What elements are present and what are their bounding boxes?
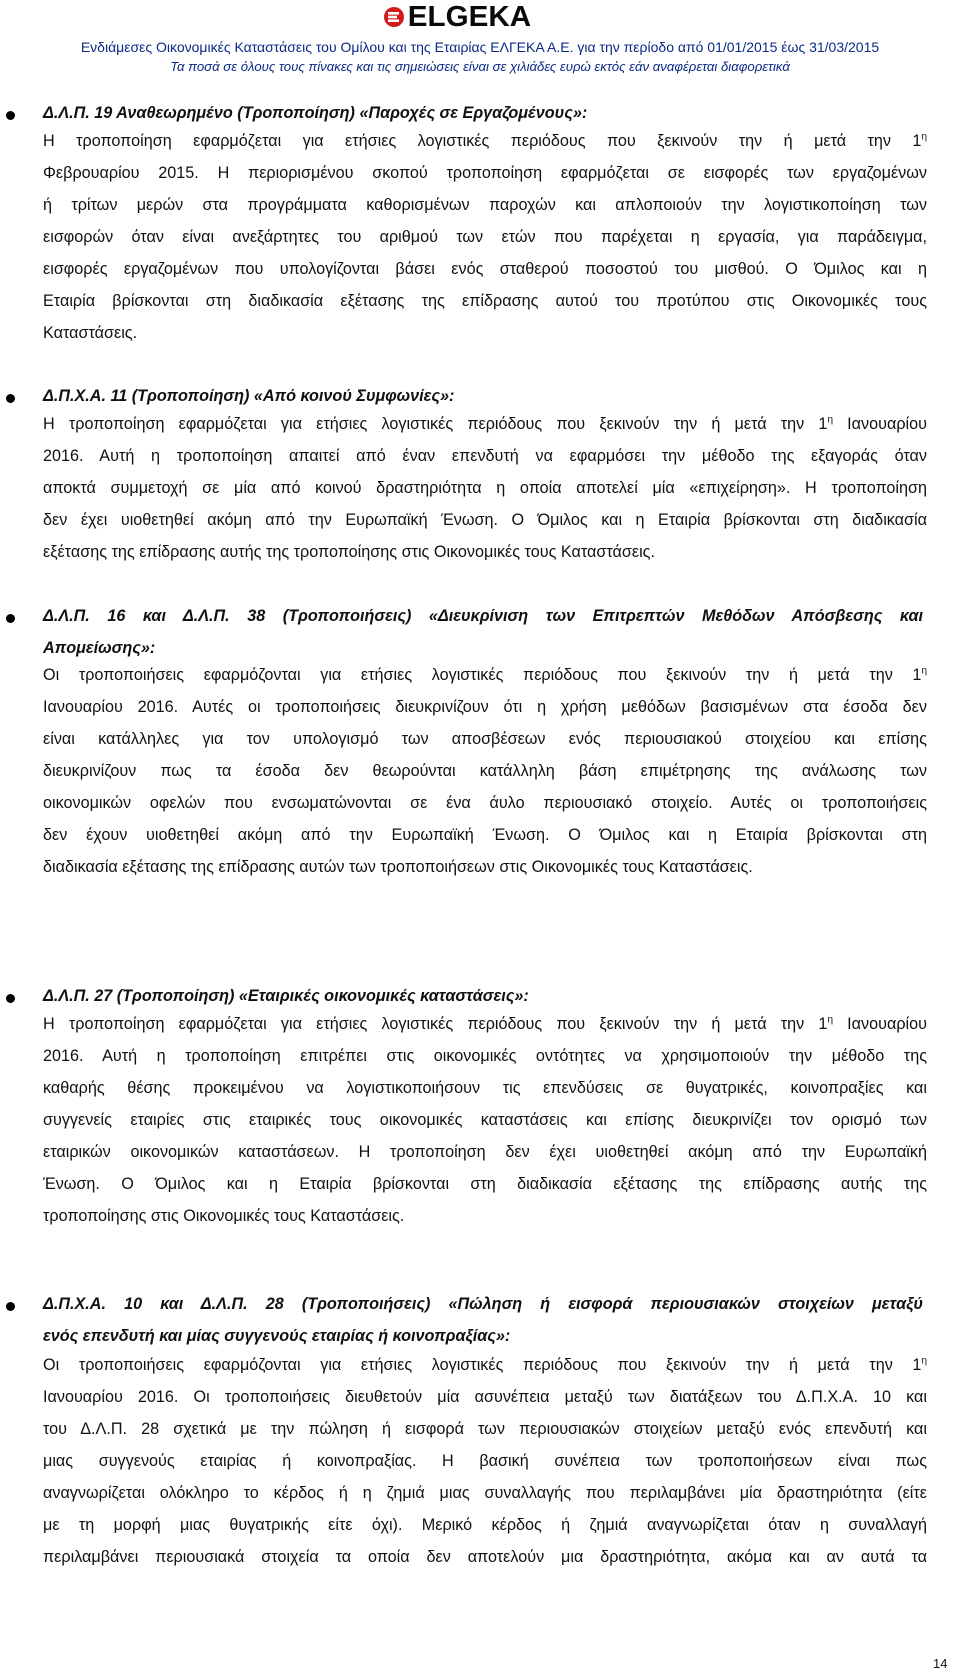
section-paragraph (43, 125, 927, 349)
bullet-icon (6, 1302, 15, 1311)
paragraph-line: Η τροποποίηση εφαρμόζεται για ετήσιες λογιστικές περιόδους που ξεκινούν την ή μετά την $1^\eta$ Ιανουαρίου (43, 414, 927, 433)
paragraph-line: Ιανουαρίου 2016. Αυτές οι τροποποιήσεις διευκρινίζουν ότι η χρήση μεθόδων βασισμένων στα έσοδα δεν (43, 698, 927, 716)
paragraph-line: εισφορών όταν είναι ανεξάρτητες του αριθμού των ετών που παρέχεται η εργασία, για παράδειγμα, (43, 228, 927, 246)
paragraph-line: εταιρικών οικονομικών καταστάσεων. Η τροποποίηση δεν έχει υιοθετηθεί ακόμη από την Ευρωπαϊκή (43, 1143, 927, 1161)
paragraph-line: Καταστάσεις. (43, 324, 138, 342)
paragraph-line: εισφορές εργαζομένων που υπολογίζονται βάσει ενός σταθερού ποσοστού του μισθού. Ο Όμιλος και η (43, 260, 927, 278)
paragraph-line: Ένωση. Ο Όμιλος και η Εταιρία βρίσκονται στη διαδικασία εξέτασης της επίδρασης αυτής της (43, 1175, 927, 1193)
logo-text: ELGEKA (407, 1, 532, 33)
paragraph-line: αποκτά συμμετοχή σε μία από κοινού δραστηριότητα η οποία αποτελεί μία «επιχείρηση». Η τροποποίηση (43, 479, 927, 497)
paragraph-line: με τη μορφή μιας θυγατρικής είτε όχι). Μερικό κέρδος ή ζημιά αναγνωρίζεται όταν η συναλλαγή (43, 1516, 927, 1534)
elgeka-logo-mark-icon (383, 6, 405, 28)
section-title: Δ.Π.Χ.Α. 11 (Τροποποίηση) «Από κοινού Συμφωνίες»: (43, 387, 455, 405)
paragraph-line: μιας συγγενούς εταιρίας ή κοινοπραξίας. Η βασική συνέπεια των τροποποιήσεων είναι πως (43, 1452, 927, 1470)
paragraph-line: ή τρίτων μερών στα προγράμματα καθορισμένων παροχών και απλοποιούν την λογιστικοποίηση των (43, 196, 927, 214)
paragraph-line: Η τροποποίηση εφαρμόζεται για ετήσιες λογιστικές περιόδους που ξεκινούν την ή μετά την $1^\eta$ (43, 131, 927, 150)
paragraph-line: οικονομικών οφελών που ενσωματώνονται σε ένα άυλο περιουσιακό στοιχείο. Αυτές οι τροποποιήσεις (43, 794, 927, 812)
section-title: Δ.Λ.Π. 27 (Τροποποίηση) «Εταιρικές οικονομικές καταστάσεις»: (43, 987, 529, 1005)
section-title: Δ.Λ.Π. 16 και Δ.Λ.Π. 38 (Τροποποιήσεις) «Διευκρίνιση των Επιτρεπτών Μεθόδων Απόσβεσης και Απομείωσης»: (43, 607, 923, 657)
paragraph-line: 2016. Αυτή η τροποποίηση απαιτεί από έναν επενδυτή να εφαρμόσει την μέθοδο της εξαγοράς όταν (43, 447, 927, 465)
section-paragraph (43, 1008, 927, 1232)
paragraph-line: του Δ.Λ.Π. 28 σχετικά με την πώληση ή εισφορά των περιουσιακών στοιχείων μεταξύ ενός επενδυτή και (43, 1420, 927, 1438)
paragraph-line: περιλαμβάνει περιουσιακά στοιχεία τα οποία δεν αποτελούν μια δραστηριότητα, ακόμα και αν αυτά τα (43, 1548, 927, 1566)
paragraph-line: Εταιρία βρίσκονται στη διαδικασία εξέτασης της επίδρασης αυτού του προτύπου στις Οικονομικές τους (43, 292, 927, 310)
header-title: Ενδιάμεσες Οικονομικές Καταστάσεις του Ομίλου και της Εταιρίας ΕΛΓΕΚΑ Α.Ε. για την περίοδο από 01/01/2015 έως 31/03/2015 (80, 39, 880, 55)
paragraph-line: δεν έχουν υιοθετηθεί ακόμη από την Ευρωπαϊκή Ένωση. Ο Όμιλος και η Εταιρία βρίσκονται στη (43, 826, 927, 844)
paragraph-line: διευκρινίζουν πως τα έσοδα δεν θεωρούνται κατάλληλη βάση επιμέτρησης της ανάλωσης των (43, 762, 927, 780)
paragraph-line: Ιανουαρίου 2016. Οι τροποποιήσεις διευθετούν μία ασυνέπεια μεταξύ των διατάξεων του Δ.Π.Χ.Α. 10 και (43, 1388, 927, 1406)
bullet-icon (6, 111, 15, 120)
paragraph-line: 2016. Αυτή η τροποποίηση επιτρέπει στις οικονομικές οντότητες να χρησιμοποιούν την μέθοδο της (43, 1047, 927, 1065)
paragraph-line: διαδικασία εξέτασης της επίδρασης αυτών των τροποποιήσεων στις Οικονομικές τους Καταστάσεις. (43, 858, 753, 876)
page-number: 14 (933, 1656, 948, 1671)
paragraph-line: Η τροποποίηση εφαρμόζεται για ετήσιες λογιστικές περιόδους που ξεκινούν την ή μετά την $1^\eta$ Ιανουαρίου (43, 1014, 927, 1033)
paragraph-line: Φεβρουαρίου 2015. Η περιορισμένου σκοπού τροποποίηση εφαρμόζεται σε εισφορές των εργαζομένων (43, 164, 927, 182)
section-title: Δ.Π.Χ.Α. 10 και Δ.Λ.Π. 28 (Τροποποιήσεις) «Πώληση ή εισφορά περιουσιακών στοιχείων μεταξύ ενός επενδυτή και μίας συγγενούς εταιρίας ή κοινοπραξίας»: (43, 1295, 923, 1345)
paragraph-line: είναι κατάλληλες για τον υπολογισμό των αποσβέσεων ενός περιουσιακού στοιχείου και επίσης (43, 730, 927, 748)
paragraph-line: εξέτασης της επίδρασης αυτής της τροποποίησης στις Οικονομικές τους Καταστάσεις. (43, 543, 655, 561)
section-paragraph (43, 659, 927, 883)
bullet-icon (6, 994, 15, 1003)
paragraph-line: αναγνωρίζεται ολόκληρο το κέρδος ή η ζημιά μιας συναλλαγής που περιλαμβάνει μία δραστηριότητα (είτε (43, 1484, 927, 1502)
bullet-icon (6, 614, 15, 623)
section-paragraph (43, 408, 927, 568)
elgeka-logo (383, 2, 530, 32)
paragraph-line: τροποποίησης στις Οικονομικές τους Καταστάσεις. (43, 1207, 405, 1225)
section-paragraph (43, 1349, 927, 1573)
bullet-icon (6, 394, 15, 403)
paragraph-line: Οι τροποποιήσεις εφαρμόζονται για ετήσιες λογιστικές περιόδους που ξεκινούν την ή μετά την $1^\eta$ (43, 665, 927, 684)
section-title: Δ.Λ.Π. 19 Αναθεωρημένο (Τροποποίηση) «Παροχές σε Εργαζομένους»: (43, 104, 588, 122)
paragraph-line: συγγενείς εταιρίες στις εταιρικές τους οικονομικές καταστάσεις και επίσης διευκρινίζει τον ορισμό των (43, 1111, 927, 1129)
paragraph-line: δεν έχει υιοθετηθεί ακόμη από την Ευρωπαϊκή Ένωση. Ο Όμιλος και η Εταιρία βρίσκονται στη διαδικασία (43, 511, 927, 529)
paragraph-line: Οι τροποποιήσεις εφαρμόζονται για ετήσιες λογιστικές περιόδους που ξεκινούν την ή μετά την $1^\eta$ (43, 1355, 927, 1374)
header-subtitle: Τα ποσά σε όλους τους πίνακες και τις σημειώσεις είναι σε χιλιάδες ευρώ εκτός εάν αναφέρεται διαφορετικά (170, 59, 790, 74)
paragraph-line: καθαρής θέσης προκειμένου να λογιστικοποιήσουν τις επενδύσεις σε θυγατρικές, κοινοπραξίες και (43, 1079, 927, 1097)
